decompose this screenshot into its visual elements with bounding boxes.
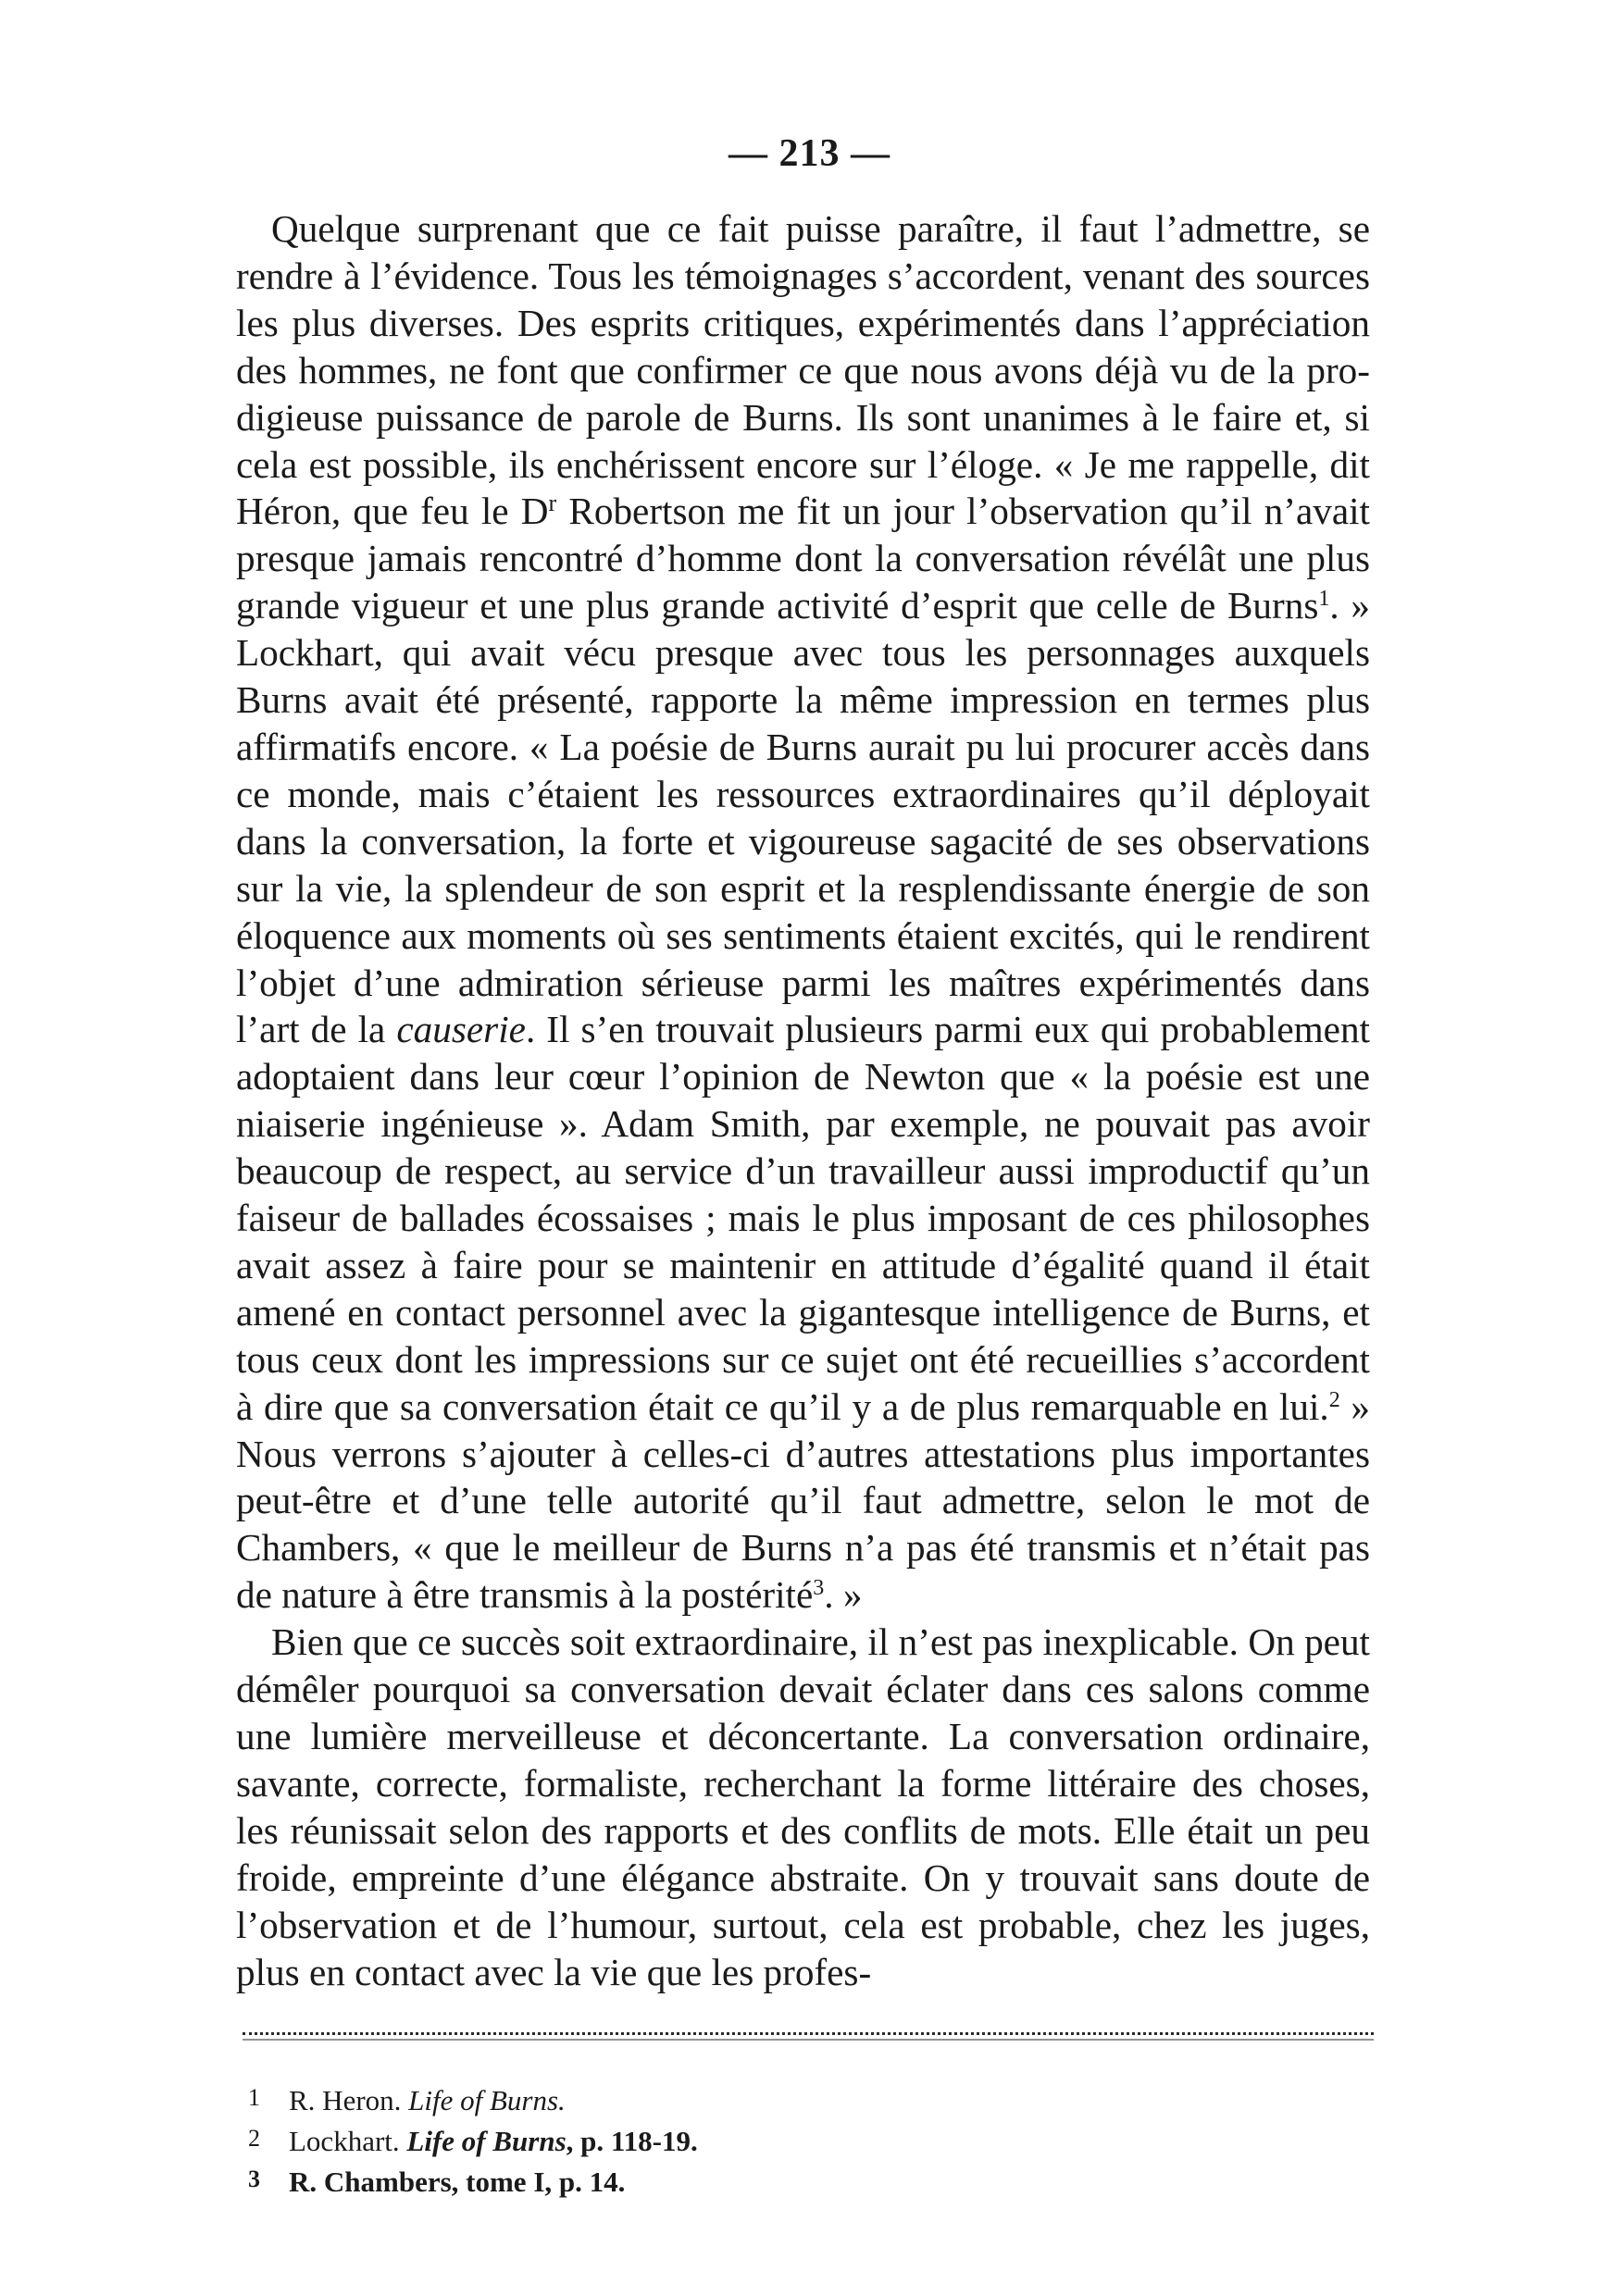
paragraph-1-part-b: Robertson me fit un jour l’observation qu’il n’avait presque jamais rencontré d’homme dont la conversation révélât une plus grande vigueur et une plus grande activité d’esprit que celle de Burns — [236, 490, 1370, 627]
paragraph-1-part-c: . » Lockhart, qui avait vécu presque avec tous les personnages auxquels Burns avait été présenté, rapporte la même impression en termes plus affirmatifs encore. « La poésie de Burns aurait pu lui procurer accès dans ce monde, mais c’étaient les ressources extraordinaires qu’il déployait dans la conversation, la forte et vigoureuse sagacité de ses observations sur la vie, la splendeur de son esprit et la resplendissante énergie de son éloquence aux moments où ses sentiments étaient excités, qui le rendirent l’objet d’une admiration sérieuse parmi les maîtres expérimentés dans l’art de la — [236, 584, 1370, 1051]
footnote-rest: , p. 118-19. — [566, 2125, 698, 2157]
footnote-3 — [248, 2160, 1174, 2201]
footnote-ref-3[interactable]: 3 — [813, 1576, 825, 1601]
footnote-ref-1[interactable]: 1 — [1318, 587, 1330, 612]
italic-causerie: causerie — [396, 1008, 526, 1051]
doctor-abbrev-superscript: r — [548, 490, 557, 517]
footnote-2 — [248, 2119, 1174, 2160]
body-text — [236, 205, 1370, 1995]
footnote-number: 2 — [248, 2125, 260, 2152]
footnote-ref-2[interactable]: 2 — [1328, 1387, 1340, 1412]
footnote-author: R. Chambers, tome I, p. 14. — [289, 2166, 626, 2198]
paragraph-1-part-f: . » — [824, 1573, 863, 1617]
paragraph-1-part-d: . Il s’en trouvait plusieurs parmi eux qui probablement adoptaient dans leur cœur l’opinion de Newton que « la poésie est une niaiserie ingénieuse ». Adam Smith, par exemple, ne pouvait pas avoir beaucoup de respect, au service d’un travailleur aussi improductif qu’un faiseur de ballades écossaises ; mais le plus imposant de ces philosophes avait assez à faire pour se maintenir en attitude d’égalité quand il était amené en contact personnel avec la gigantesque intelligence de Burns, et tous ceux dont les impressions sur ce sujet ont été recueillies s’accordent à dire que sa conversation était ce qu’il y a de plus remarquable en lui. — [236, 1008, 1370, 1428]
footnote-author: Lockhart. — [289, 2125, 407, 2157]
paragraph-1 — [236, 205, 1370, 1619]
footnote-number: 1 — [248, 2084, 260, 2111]
footnote-title: Life of Burns. — [408, 2084, 566, 2116]
page-number: — 213 — — [729, 132, 890, 175]
footnote-author: R. Heron. — [289, 2084, 409, 2116]
footnote-separator-line — [243, 2039, 1374, 2041]
paragraph-2: Bien que ce succès soit extraordinaire, il n’est pas inexplicable. On peut démêler pourquoi sa conversation devait éclater dans ces salons comme une lumière merveilleuse et déconcertante. La conversation ordinaire, savante, correcte, formaliste, recherchant la forme littéraire des choses, les réunissait selon des rapports et des conflits de mots. Elle était un peu froide, empreinte d’une élégance abstraite. On y trouvait sans doute de l’observation et de l’humour, surtout, cela est probable, chez les juges, plus en contact avec la vie que les profes- — [236, 1620, 1370, 1993]
footnote-separator-dotted — [243, 2032, 1374, 2035]
footnote-number: 3 — [248, 2166, 260, 2192]
footnote-title: Life of Burns — [406, 2125, 567, 2157]
paragraph-1-part-e: » Nous verrons s’ajouter à celles-ci d’autres attestations plus importantes peut-être et d’une telle autorité qu’il faut admettre, selon le mot de Chambers, « que le meilleur de Burns n’a pas été transmis et n’était pas de nature à être transmis à la postérité — [236, 1384, 1371, 1617]
paragraph-1-part-a: Quelque surprenant que ce fait puisse paraître, il faut l’admettre, se rendre à l’évidence. Tous les témoignages s’accordent, venant des sources les plus diverses. Des esprits critiques, expérimentés dans l’appréciation des hommes, ne font que confirmer ce que nous avons déjà vu de la prodigieuse puissance de parole de Burns. Ils sont unanimes à le faire et, si cela est possible, ils enchérissent encore sur l’éloge. « Je me rappelle, dit Héron, que feu le D — [236, 207, 1370, 533]
footnote-1 — [248, 2079, 1174, 2119]
footnotes — [248, 2079, 1174, 2201]
